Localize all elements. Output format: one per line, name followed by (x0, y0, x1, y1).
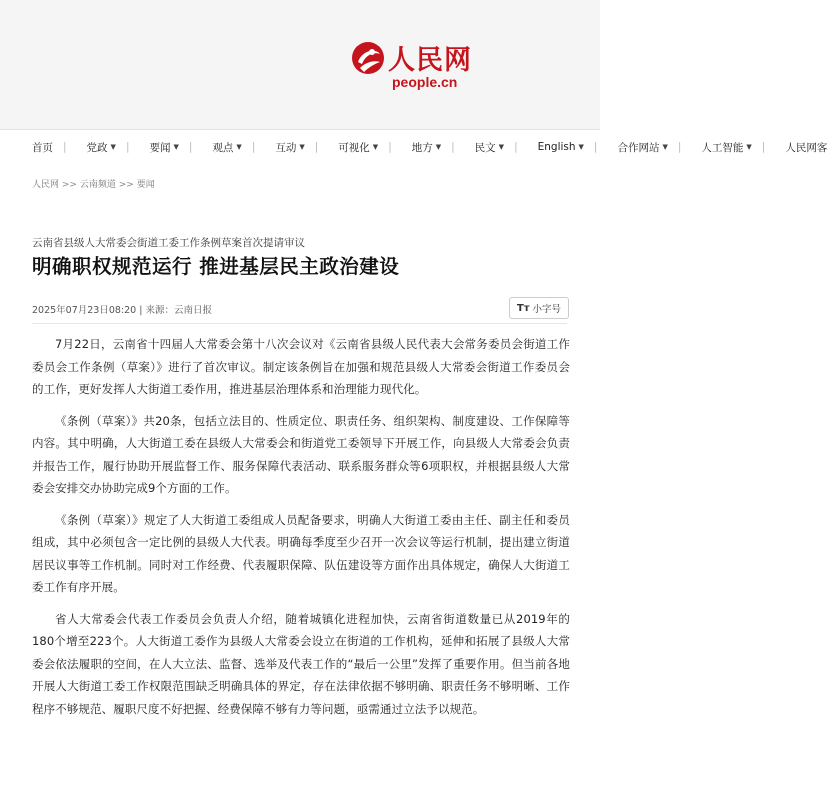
nav-item-interact[interactable] (265, 140, 328, 155)
nav-item-client[interactable] (775, 140, 837, 155)
font-size-icon: Tт (516, 302, 530, 314)
nav-item-party[interactable] (77, 140, 140, 155)
article-paragraph: 《条例（草案）》共20条，包括立法目的、性质定位、职责任务、组织架构、制度建设、工作保障等内容。其中明确，人大街道工委在县级人大常委会和街道党工委领导下开展工作，向县级人大常委会负责并报告工作，履行协助开展监督工作、服务保障代表活动、联系服务群众等6项职权，并根据县级人大常委会安排交办协助完成9个方面的工作。 (32, 413, 570, 495)
nav-divider: | (451, 141, 455, 153)
breadcrumb-sep: >> (118, 180, 134, 190)
nav-item-visual[interactable] (328, 140, 401, 155)
nav-item-news[interactable] (139, 140, 202, 155)
nav-divider: | (761, 141, 766, 153)
nav-divider: | (514, 141, 518, 153)
caret-down-icon: ▼ (498, 143, 505, 151)
logo-en-text: people.cn (392, 74, 458, 90)
nav-divider: | (677, 141, 682, 153)
caret-down-icon: ▼ (435, 143, 442, 151)
breadcrumb-section[interactable]: 要闻 (136, 180, 155, 190)
logo-emblem-icon (350, 40, 386, 76)
nav-label: 合作网站 (617, 141, 660, 154)
article-meta (32, 302, 212, 316)
nav-item-home[interactable] (0, 140, 77, 155)
article-subtitle: 云南省县级人大常委会街道工委工作条例草案首次提请审议 (32, 237, 305, 249)
nav-item-english[interactable] (528, 141, 608, 153)
nav-label: 可视化 (338, 141, 370, 154)
nav-label: 人民网客 (785, 141, 828, 154)
breadcrumb-channel[interactable]: 云南频道 (79, 180, 116, 190)
article-paragraph: 省人大常委会代表工作委员会负责人介绍，随着城镇化进程加快，云南省街道数量已从2019年的180个增至223个。人大街道工委作为县级人大常委会设立在街道的工作机构，延伸和拓展了县级人大常委会依法履职的空间，在人大立法、监督、选举及代表工作的“最后一公里”发挥了重要作用。但当前各地开展人大街道工委工作权限范围缺乏明确具体的界定，存在法律依据不够明确、职责任务不够明晰、工作程序不够规范、履职尺度不好把握、经费保障不够有力等问题，亟需通过立法予以规范。 (32, 611, 570, 716)
breadcrumb (32, 177, 155, 190)
nav-item-minority[interactable] (465, 140, 528, 155)
meta-divider-line (32, 323, 567, 324)
nav-label: English (537, 141, 576, 153)
nav-divider: | (314, 141, 319, 153)
nav-item-opinion[interactable] (202, 140, 265, 155)
article-source[interactable]: 来源：云南日报 (145, 305, 213, 316)
nav-divider: | (388, 141, 392, 153)
nav-label: 观点 (212, 141, 234, 154)
caret-down-icon: ▼ (110, 143, 116, 151)
caret-down-icon: ▼ (662, 143, 668, 151)
font-size-toggle-button[interactable] (509, 297, 569, 319)
nav-label: 互动 (275, 141, 297, 154)
caret-down-icon: ▼ (236, 143, 242, 151)
nav-divider: | (593, 141, 598, 153)
nav-divider: | (251, 141, 256, 153)
breadcrumb-home[interactable]: 人民网 (32, 180, 60, 190)
people-cn-logo[interactable] (350, 38, 500, 98)
caret-down-icon: ▼ (299, 143, 305, 151)
nav-label: 民文 (474, 141, 496, 154)
nav-divider: | (188, 141, 193, 153)
breadcrumb-sep: >> (61, 180, 77, 190)
caret-down-icon: ▼ (746, 143, 752, 151)
meta-divider: | (139, 305, 143, 316)
article-body (32, 333, 570, 729)
article-datetime: 2025年07月23日08:20 (32, 305, 137, 316)
article-paragraph: 7月22日，云南省十四届人大常委会第十八次会议对《云南省县级人民代表大会常务委员会街道工作委员会工作条例（草案）》进行了首次审议。制定该条例旨在加强和规范县级人大常委会街道工作委员会的工作，更好发挥人大街道工委作用，推进基层治理体系和治理能力现代化。 (32, 337, 570, 396)
main-nav (0, 134, 828, 160)
site-header (0, 0, 600, 130)
caret-down-icon: ▼ (173, 143, 179, 151)
nav-divider: | (63, 141, 67, 153)
nav-label: 人工智能 (701, 141, 744, 154)
font-size-label: 小字号 (532, 304, 562, 315)
article-paragraph: 《条例（草案）》规定了人大街道工委组成人员配备要求，明确人大街道工委由主任、副主任和委员组成，其中必须包含一定比例的县级人大代表。明确每季度至少召开一次会议等运行机制，提出建立街道居民议事等工作机制。同时对工作经费、代表履职保障、队伍建设等方面作出具体规定，确保人大街道工委工作有序开展。 (32, 512, 570, 594)
nav-divider: | (125, 141, 130, 153)
nav-item-local[interactable] (402, 140, 465, 155)
caret-down-icon: ▼ (578, 143, 584, 151)
nav-item-partners[interactable] (607, 140, 691, 155)
logo-cn-text: 人民网 (388, 45, 472, 76)
nav-label: 首页 (32, 141, 53, 154)
nav-label: 要闻 (149, 141, 171, 154)
caret-down-icon: ▼ (372, 143, 379, 151)
nav-label: 地方 (411, 141, 433, 154)
nav-label: 党政 (86, 141, 108, 154)
article-title: 明确职权规范运行 推进基层民主政治建设 (32, 255, 400, 278)
nav-item-ai[interactable] (691, 140, 775, 155)
